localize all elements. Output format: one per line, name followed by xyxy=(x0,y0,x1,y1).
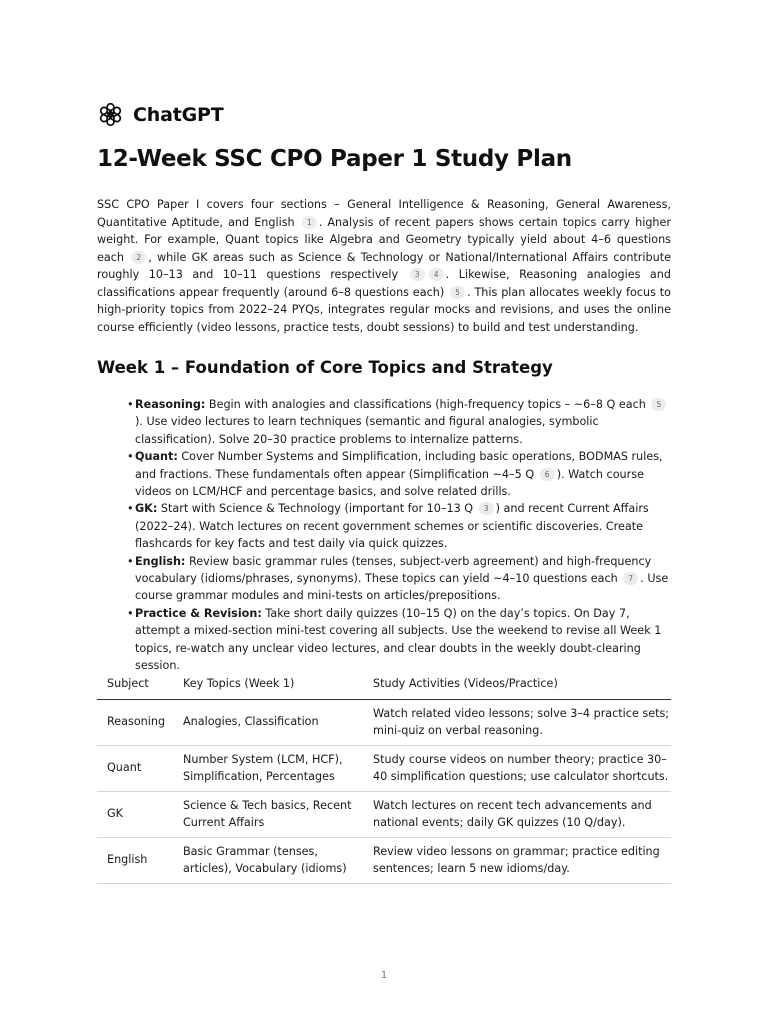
bullet-text: Begin with analogies and classifications (high-frequency topics – ~6–8 Q each xyxy=(205,398,650,411)
table-row xyxy=(97,699,671,745)
intro-paragraph xyxy=(97,196,671,336)
bullet-text: ) and recent Current Affairs (2022–24). Watch lectures on recent government schemes or scientific discoveries. Create flashcards for key facts and test daily via quick quizzes. xyxy=(135,502,649,551)
bullet-text: ). Watch course videos on LCM/HCF and percentage basics, and solve related drills. xyxy=(135,467,644,499)
subject-cell: GK xyxy=(97,791,173,837)
bullet-text: Cover Number Systems and Simplification, including basic operations, BODMAS rules, and fractions. These fundamentals often appear (Simplification ~4–5 Q xyxy=(135,450,663,481)
intro-text: , while GK areas such as Science & Technology or National/International Affairs contribute roughly 10–13 and 10–11 questions respectively xyxy=(97,250,671,281)
citation-badge[interactable]: 4 xyxy=(429,268,444,281)
table-row xyxy=(97,837,671,883)
bullet-english xyxy=(127,553,672,605)
bullet-text: . Use course grammar modules and mini-tests on articles/prepositions. xyxy=(135,572,669,603)
week-1-plan-table xyxy=(97,669,671,884)
bullet-label: GK: xyxy=(135,502,158,516)
bullet-gk xyxy=(127,500,672,552)
table-row xyxy=(97,745,671,791)
bullet-text: Start with Science & Technology (important for 10–13 Q xyxy=(157,502,477,516)
activities-cell: Study course videos on number theory; practice 30–40 simplification questions; use calculator shortcuts. xyxy=(363,745,671,791)
intro-text: . This plan allocates weekly focus to high-priority topics from 2022–24 PYQs, integrates regular mocks and revisions, and uses the online course efficiently (video lessons, practice tests, doubt sessions) to build and test understanding. xyxy=(97,285,671,334)
bullet-text: Review basic grammar rules (tenses, subject-verb agreement) and high-frequency vocabulary (idioms/phrases, synonyms). These topics can yield ~4–10 questions each xyxy=(135,554,652,586)
brand-name: ChatGPT xyxy=(133,103,224,126)
topics-cell: Basic Grammar (tenses, articles), Vocabulary (idioms) xyxy=(173,837,363,883)
bullet-practice-revision xyxy=(127,605,672,675)
citation-badge[interactable]: 6 xyxy=(540,468,555,481)
activities-cell: Review video lessons on grammar; practice editing sentences; learn 5 new idioms/day. xyxy=(363,837,671,883)
citation-badge[interactable]: 1 xyxy=(302,216,317,229)
week-1-heading: Week 1 – Foundation of Core Topics and Strategy xyxy=(97,358,553,377)
citation-badge[interactable]: 5 xyxy=(450,286,465,299)
bullet-label: Quant: xyxy=(135,450,178,464)
intro-text: . Likewise, Reasoning analogies and classifications appear frequently (around 6–8 questions each) xyxy=(97,268,671,299)
topics-cell: Number System (LCM, HCF), Simplification, Percentages xyxy=(173,745,363,791)
document-title: 12-Week SSC CPO Paper 1 Study Plan xyxy=(97,146,572,172)
subject-cell: Quant xyxy=(97,745,173,791)
column-header-study-activities: Study Activities (Videos/Practice) xyxy=(363,669,671,699)
column-header-key-topics: Key Topics (Week 1) xyxy=(173,669,363,699)
citation-badge[interactable]: 2 xyxy=(131,251,146,264)
subject-cell: English xyxy=(97,837,173,883)
activities-cell: Watch lectures on recent tech advancements and national events; daily GK quizzes (10 Q/day). xyxy=(363,791,671,837)
intro-text: SSC CPO Paper I covers four sections – General Intelligence & Reasoning, General Awareness, Quantitative Aptitude, and English xyxy=(97,198,671,229)
intro-text: . Analysis of recent papers shows certain topics carry higher weight. For example, Quant topics like Algebra and Geometry typically yield about 4–6 questions each xyxy=(97,215,672,264)
bullet-text: Take short daily quizzes (10–15 Q) on the day’s topics. On Day 7, attempt a mixed-section mini-test covering all subjects. Use the weekend to revise all Week 1 topics, re-watch any unclear video lectures, and clear doubts in the weekly doubt-clearing session. xyxy=(135,606,662,673)
table-header-row xyxy=(97,669,671,699)
citation-badge[interactable]: 5 xyxy=(651,398,666,411)
bullet-label: Reasoning: xyxy=(135,398,206,411)
activities-cell: Watch related video lessons; solve 3–4 practice sets; mini-quiz on verbal reasoning. xyxy=(363,699,671,745)
bullet-label: Practice & Revision: xyxy=(135,606,262,620)
page-number: 1 xyxy=(380,970,388,981)
bullet-quant xyxy=(127,448,672,500)
bullet-text: ). Use video lectures to learn techniques (semantic and figural analogies, symbolic classification). Solve 20–30 practice problems to internalize patterns. xyxy=(135,415,599,446)
week-1-bullet-list xyxy=(127,396,672,675)
column-header-subject: Subject xyxy=(97,669,173,699)
bullet-reasoning xyxy=(127,396,672,448)
table-row xyxy=(97,791,671,837)
brand-header xyxy=(97,101,223,128)
citation-badge[interactable]: 7 xyxy=(623,572,638,585)
topics-cell: Science & Tech basics, Recent Current Affairs xyxy=(173,791,363,837)
openai-logo-icon xyxy=(97,101,124,128)
subject-cell: Reasoning xyxy=(97,699,173,745)
bullet-label: English: xyxy=(135,554,186,568)
topics-cell: Analogies, Classification xyxy=(173,699,363,745)
citation-badge[interactable]: 3 xyxy=(479,502,494,515)
citation-badge[interactable]: 3 xyxy=(410,268,425,281)
